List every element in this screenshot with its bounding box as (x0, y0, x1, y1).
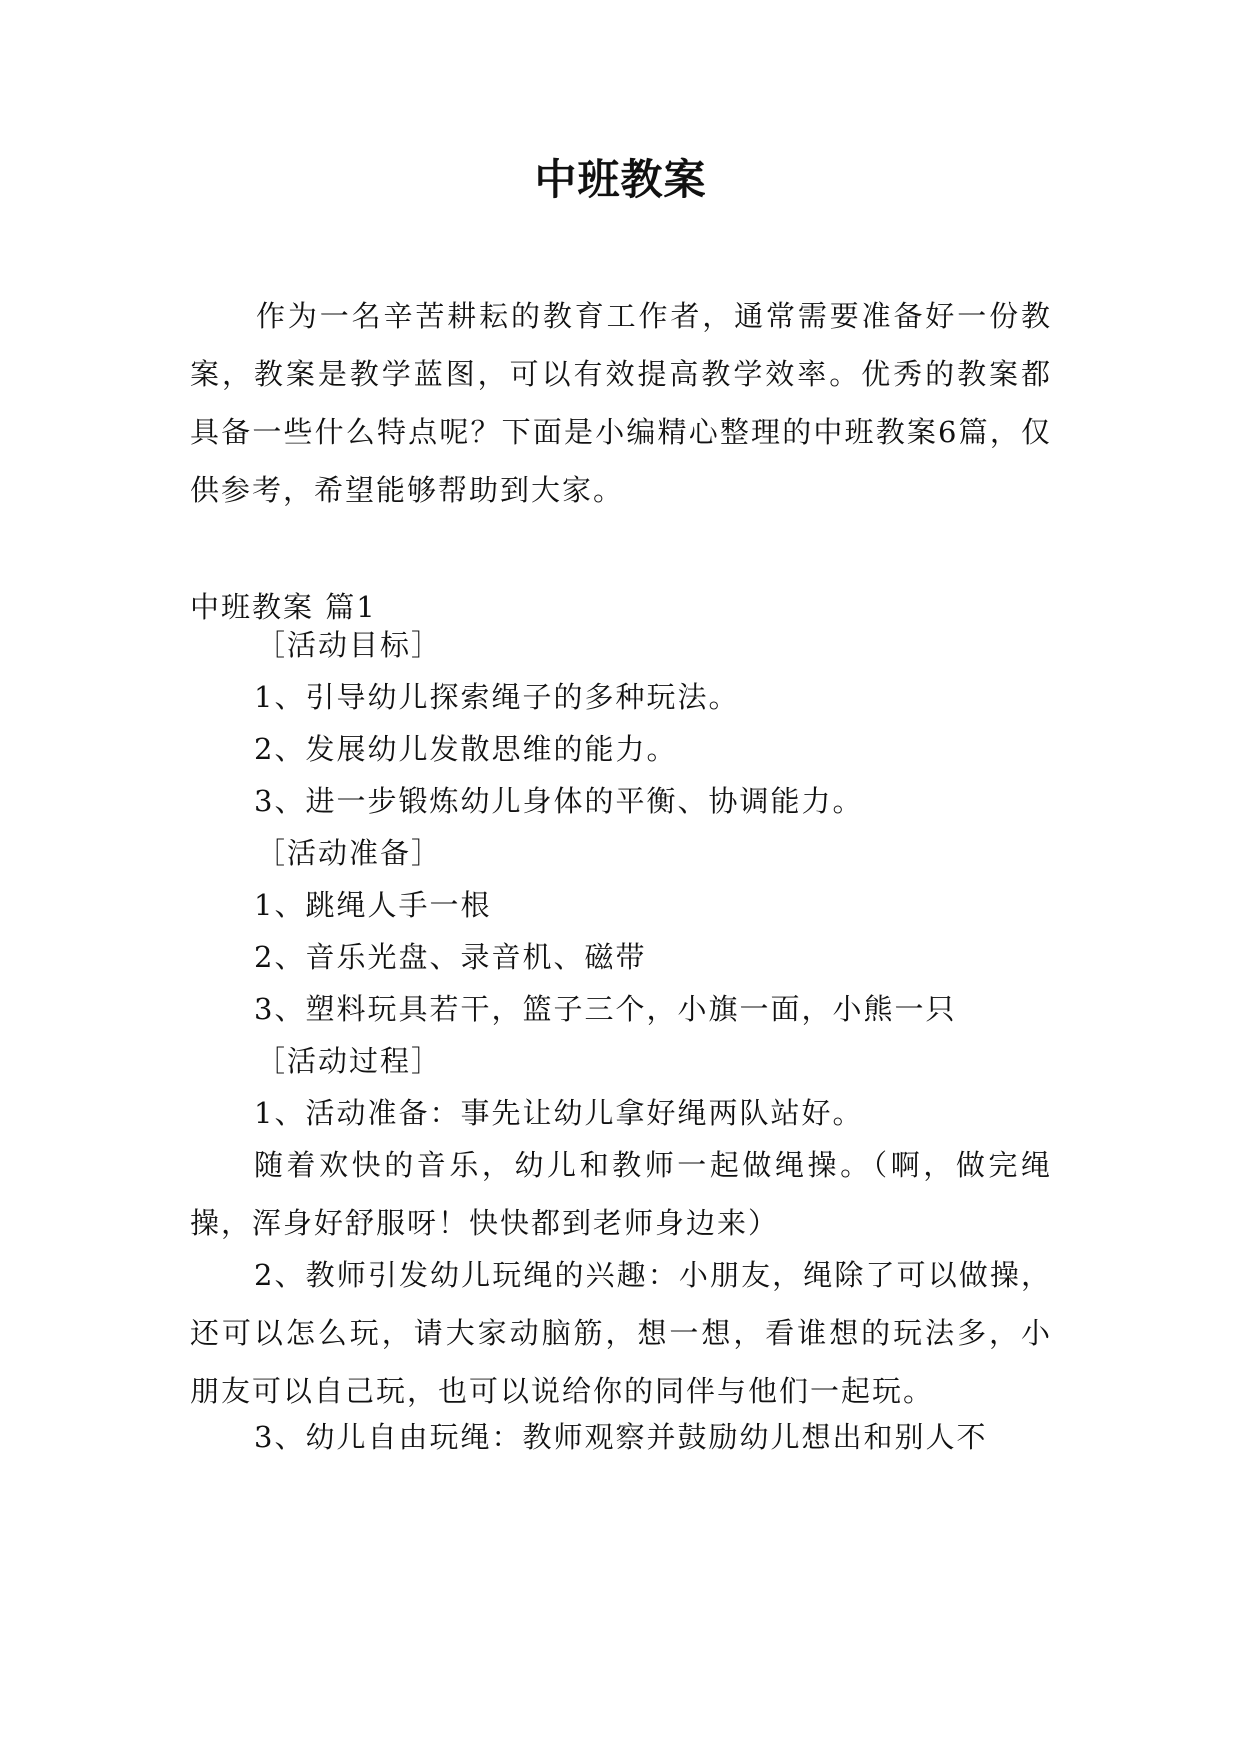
process-item: 1、活动准备：事先让幼儿拿好绳两队站好。 (254, 1096, 864, 1130)
process-paragraph: 2、教师引发幼儿玩绳的兴趣：小朋友，绳除了可以做操，还可以怎么玩，请大家动脑筋，想一想，看谁想的玩法多，小朋友可以自己玩，也可以说给你的同伴与他们一起玩。 (190, 1258, 1052, 1408)
section-heading: 中班教案 篇1 (190, 590, 377, 624)
intro-paragraph: 作为一名辛苦耕耘的教育工作者，通常需要准备好一份教案，教案是教学蓝图，可以有效提高教学效率。优秀的教案都具备一些什么特点呢？下面是小编精心整理的中班教案6篇，仅供参考，希望能够帮助到大家。 (190, 299, 1052, 507)
goals-heading: ［活动目标］ (256, 628, 443, 662)
process-paragraph: 随着欢快的音乐，幼儿和教师一起做绳操。（啊，做完绳操，浑身好舒服呀！快快都到老师身边来） (190, 1148, 1052, 1240)
prep-heading: ［活动准备］ (256, 836, 443, 870)
goal-item: 2、发展幼儿发散思维的能力。 (254, 732, 678, 766)
process-paragraph: 3、幼儿自由玩绳：教师观察并鼓励幼儿想出和别人不 (254, 1420, 988, 1454)
goal-item: 1、引导幼儿探索绳子的多种玩法。 (254, 680, 740, 714)
goal-item: 3、进一步锻炼幼儿身体的平衡、协调能力。 (254, 784, 864, 818)
prep-item: 3、塑料玩具若干，篮子三个，小旗一面，小熊一只 (254, 992, 957, 1026)
process-heading: ［活动过程］ (256, 1044, 443, 1078)
prep-item: 2、音乐光盘、录音机、磁带 (254, 940, 647, 974)
prep-item: 1、跳绳人手一根 (254, 888, 492, 922)
document-title: 中班教案 (534, 155, 707, 204)
